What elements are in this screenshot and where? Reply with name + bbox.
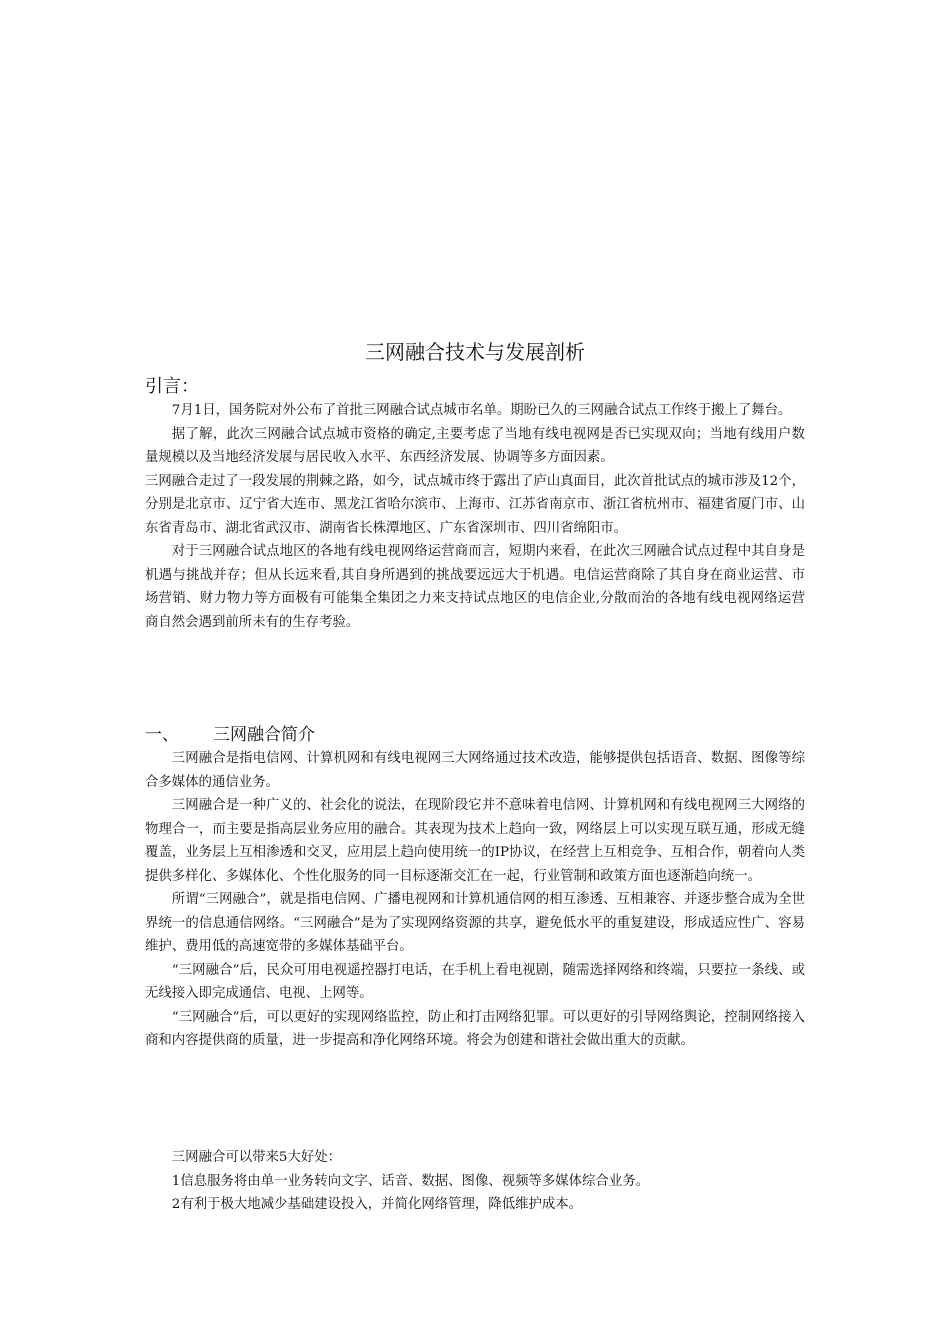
document-title: 三网融合技术与发展剖析 [365, 340, 585, 364]
section-paragraph-4: “三网融合”后，民众可用电视遥控器打电话，在手机上看电视剧，随需选择网络和终端，只要拉一条线、或无线接入即完成通信、电视、上网等。 [145, 962, 805, 1001]
section-number: 一、 [145, 725, 179, 745]
benefits-intro: 三网融合可以带来5大好处： [171, 1150, 342, 1165]
intro-paragraph-2: 据了解，此次三网融合试点城市资格的确定,主要考虑了当地有线电视网是否已实现双向；当地有线用户数量规模以及当地经济发展与居民收入水平、东西经济发展、协调等多方面因素。 [145, 426, 805, 465]
benefit-item-1: 1信息服务将由单一业务转向文字、话音、数据、图像、视频等多媒体综合业务。 [171, 1173, 649, 1189]
intro-heading: 引言： [145, 376, 199, 397]
section-paragraph-5: “三网融合”后，可以更好的实现网络监控，防止和打击网络犯罪。可以更好的引导网络舆论，控制网络接入商和内容提供商的质量，进一步提高和净化网络环境。将会为创建和谐社会做出重大的贡献。 [145, 1009, 805, 1048]
intro-paragraph-3: 三网融合走过了一段发展的荆棘之路，如今，试点城市终于露出了庐山真面目，此次首批试点的城市涉及12个，分别是北京市、辽宁省大连市、黑龙江省哈尔滨市、上海市、江苏省南京市、浙江省杭州市、福建省厦门市、山东省青岛市、湖北省武汉市、湖南省长株潭地区、广东省深圳市、四川省绵阳市。 [145, 473, 805, 536]
intro-paragraph-4: 对于三网融合试点地区的各地有线电视网络运营商而言，短期内来看，在此次三网融合试点过程中其自身是机遇与挑战并存；但从长远来看,其自身所遇到的挑战要远远大于机遇。电信运营商除了其自身在商业运营、市场营销、财力物力等方面极有可能集全集团之力来支持试点地区的电信企业,分散而治的各地有线电视网络运营商自然会遇到前所未有的生存考验。 [145, 544, 805, 630]
section-paragraph-3: 所谓“三网融合”，就是指电信网、广播电视网和计算机通信网的相互渗透、互相兼容、并逐步整合成为全世界统一的信息通信网络。“三网融合”是为了实现网络资源的共享，避免低水平的重复建设，形成适应性广、容易维护、费用低的高速宽带的多媒体基础平台。 [145, 892, 805, 954]
benefit-item-2: 2有利于极大地减少基础建设投入，并简化网络管理，降低维护成本。 [171, 1197, 583, 1212]
section-paragraph-2: 三网融合是一种广义的、社会化的说法，在现阶段它并不意味着电信网、计算机网和有线电视网三大网络的物理合一，而主要是指高层业务应用的融合。其表现为技术上趋向一致，网络层上可以实现互联互通，形成无缝覆盖，业务层上互相渗透和交叉，应用层上趋向使用统一的IP协议，在经营上互相竞争、互相合作，朝着向人类提供多样化、多媒体化、个性化服务的同一目标逐渐交汇在一起，行业管制和政策方面也逐渐趋向统一。 [145, 798, 805, 884]
section-body [145, 747, 805, 1053]
benefits-list [145, 1146, 805, 1217]
section-title: 三网融合简介 [213, 725, 315, 745]
intro-section [145, 399, 805, 634]
intro-paragraph-1: 7月1日，国务院对外公布了首批三网融合试点城市名单。期盼已久的三网融合试点工作终于搬上了舞台。 [171, 403, 792, 418]
section-heading [145, 723, 315, 747]
section-paragraph-1: 三网融合是指电信网、计算机网和有线电视网三大网络通过技术改造，能够提供包括语音、数据、图像等综合多媒体的通信业务。 [145, 751, 805, 790]
